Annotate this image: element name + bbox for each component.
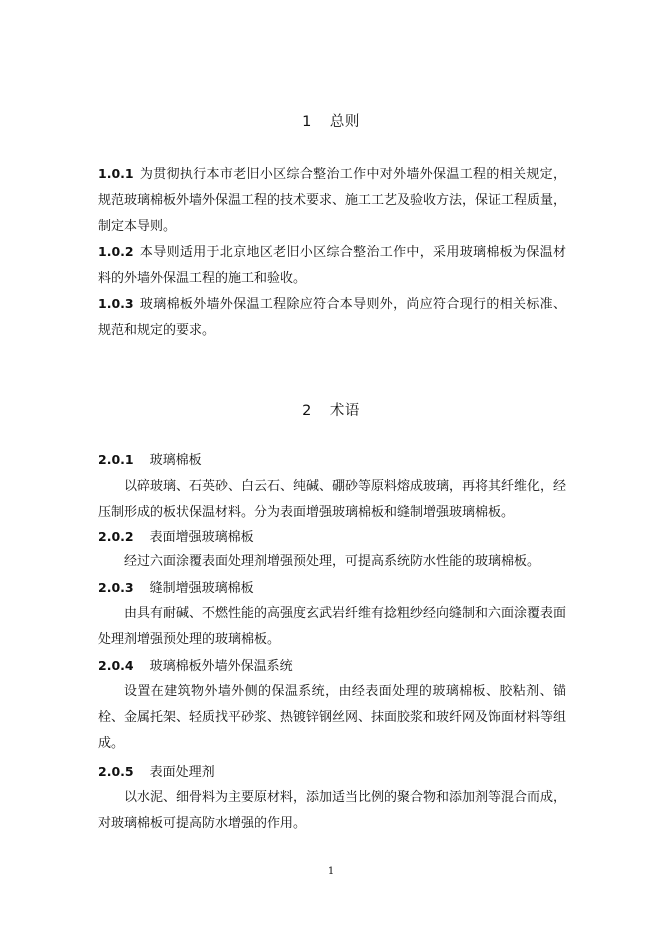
term-2-0-4-heading	[98, 655, 566, 678]
term-number: 2.0.4	[98, 658, 134, 673]
term-number: 2.0.1	[98, 452, 134, 467]
term-2-0-5-definition: 以水泥、细骨料为主要原材料，添加适当比例的聚合物和添加剂等混合而成，对玻璃棉板可提高防水增强的作用。	[98, 790, 567, 831]
clause-1-0-1	[98, 161, 566, 240]
clause-1-0-3	[98, 291, 566, 344]
section-2-number: 2	[302, 403, 312, 419]
section-1-number: 1	[302, 114, 312, 130]
clause-text: 为贯彻执行本市老旧小区综合整治工作中对外墙外保温工程的相关规定，规范玻璃棉板外墙外保温工程的技术要求、施工工艺及验收方法，保证工程质量，制定本导则。	[98, 167, 567, 234]
term-2-0-1-definition: 以碎玻璃、石英砂、白云石、纯碱、硼砂等原料熔成玻璃，再将其纤维化，经压制形成的板状保温材料。分为表面增强玻璃棉板和缝制增强玻璃棉板。	[98, 479, 567, 520]
term-number: 2.0.5	[98, 764, 134, 779]
page-number: 1	[327, 866, 335, 877]
clause-number: 1.0.3	[98, 296, 134, 311]
clause-text: 玻璃棉板外墙外保温工程除应符合本导则外，尚应符合现行的相关标准、规范和规定的要求。	[98, 297, 566, 338]
term-name: 表面处理剂	[149, 765, 215, 780]
term-2-0-4-definition: 设置在建筑物外墙外侧的保温系统，由经表面处理的玻璃棉板、胶粘剂、锚栓、金属托架、轻质找平砂浆、热镀锌钢丝网、抹面胶浆和玻纤网及饰面材料等组成。	[98, 684, 567, 751]
term-2-0-3-heading	[98, 577, 566, 600]
term-name: 玻璃棉板外墙外保温系统	[149, 659, 293, 674]
clause-text: 本导则适用于北京地区老旧小区综合整治工作中，采用玻璃棉板为保温材料的外墙外保温工程的施工和验收。	[98, 245, 566, 286]
term-2-0-5-heading	[98, 761, 566, 784]
section-1-title-text: 总则	[329, 114, 360, 130]
term-2-0-2-heading	[98, 526, 566, 549]
clause-number: 1.0.1	[98, 166, 134, 181]
term-number: 2.0.3	[98, 580, 134, 595]
term-name: 玻璃棉板	[149, 453, 202, 468]
term-2-0-2-definition: 经过六面涂覆表面处理剂增强预处理，可提高系统防水性能的玻璃棉板。	[124, 554, 541, 569]
section-2-title	[0, 399, 662, 420]
term-name: 缝制增强玻璃棉板	[149, 581, 254, 596]
term-number: 2.0.2	[98, 529, 134, 544]
section-2-title-text: 术语	[329, 403, 360, 419]
clause-number: 1.0.2	[98, 244, 134, 259]
term-2-0-1-heading	[98, 449, 566, 472]
term-2-0-3-definition: 由具有耐碱、不燃性能的高强度玄武岩纤维有捻粗纱经向缝制和六面涂覆表面处理剂增强预处理的玻璃棉板。	[98, 606, 567, 647]
section-1-title	[0, 110, 662, 131]
term-name: 表面增强玻璃棉板	[149, 530, 254, 545]
clause-1-0-2	[98, 239, 566, 292]
